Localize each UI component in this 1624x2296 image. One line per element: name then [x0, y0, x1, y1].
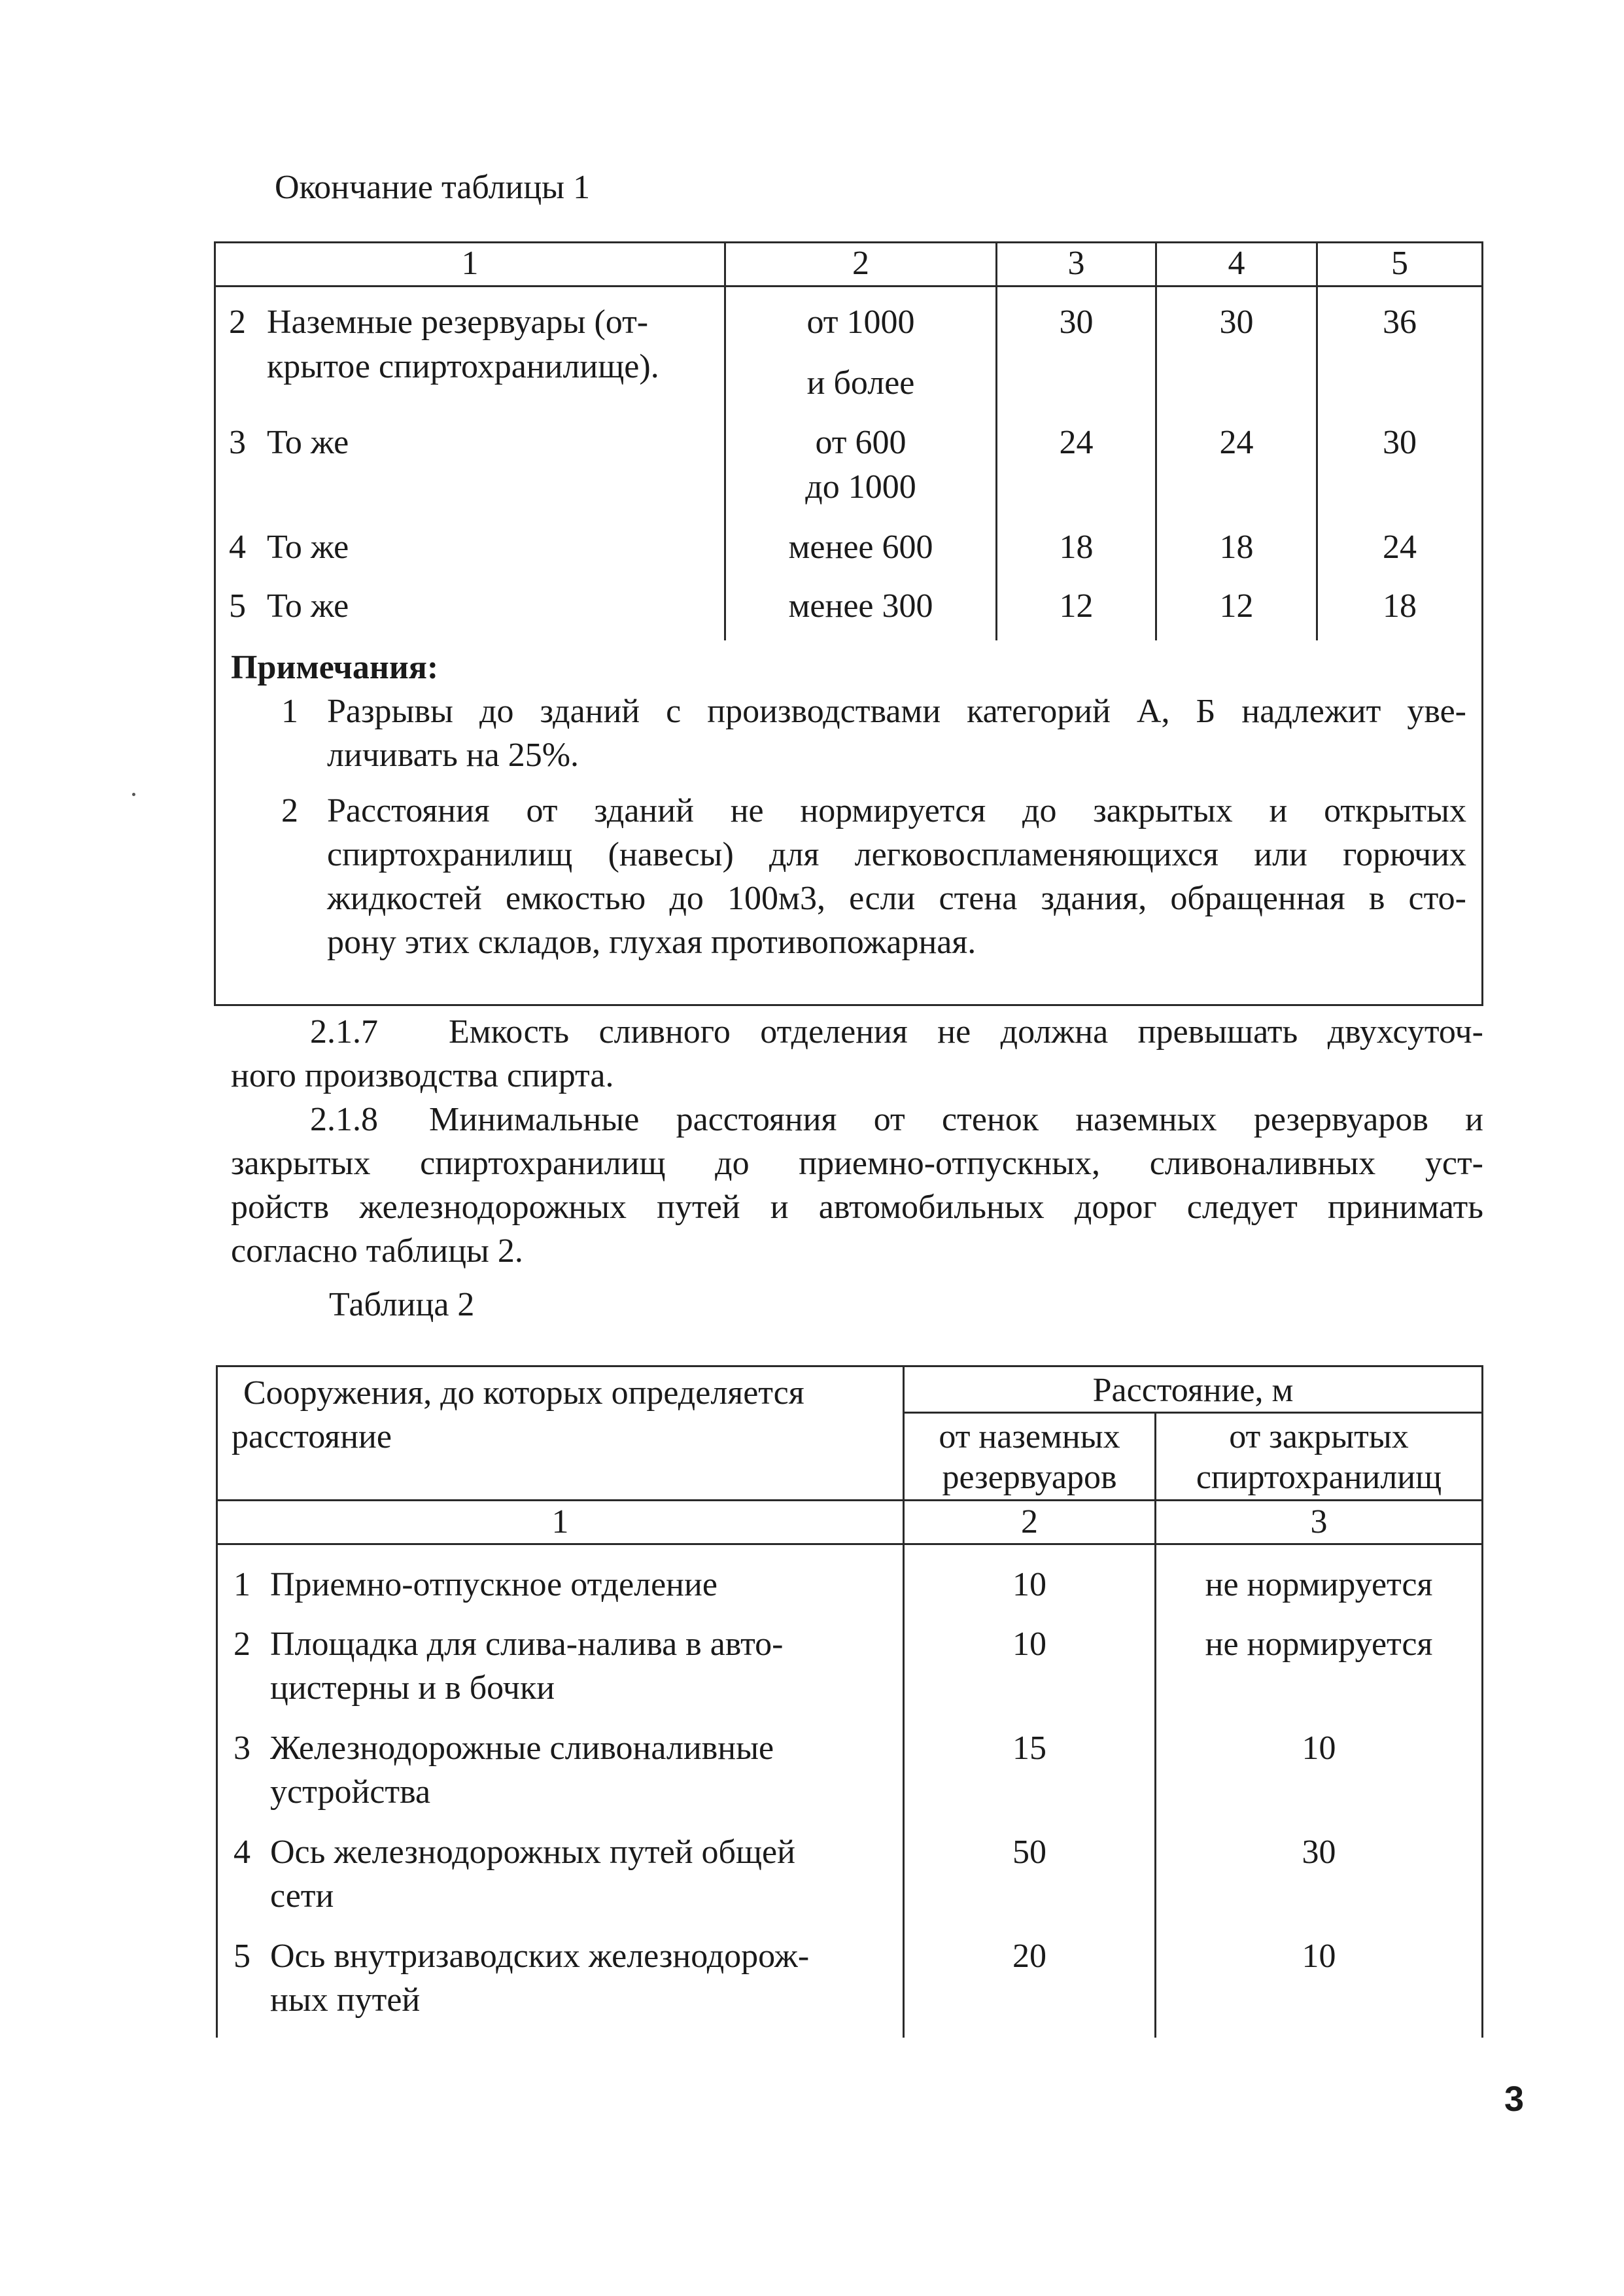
row-value-closed: 10 [1302, 1730, 1336, 1767]
row-number: 3 [229, 424, 246, 461]
note-line: спиртохранилищ (навесы) для легковоспламеняющихся или горючих [327, 836, 1466, 873]
row-name: То же [267, 424, 349, 461]
table2-header-structures: Сооружения, до которых определяется [243, 1374, 804, 1412]
row-number: 4 [229, 529, 246, 566]
table2-numbering-3: 3 [1310, 1503, 1328, 1540]
row-value-3: 30 [1059, 304, 1094, 341]
row-capacity: от 1000 [806, 304, 915, 341]
scan-speck [132, 793, 135, 796]
notes-title: Примечания: [231, 649, 439, 686]
row-name: Площадка для слива-налива в авто- [270, 1626, 784, 1663]
row-name: Железнодорожные сливоналивные [270, 1730, 774, 1767]
note-line: жидкостей емкостью до 100м3, если стена здания, обращенная в сто- [327, 880, 1466, 917]
row-name: Ось внутризаводских железнодорож- [270, 1938, 810, 1975]
row-value-4: 24 [1219, 424, 1254, 461]
row-value-aboveground: 50 [1012, 1834, 1046, 1871]
row-name-cont: устройства [270, 1773, 431, 1811]
row-value-5: 30 [1383, 424, 1417, 461]
row-value-5: 36 [1383, 304, 1417, 341]
row-value-5: 24 [1383, 529, 1417, 566]
row-number: 2 [233, 1626, 251, 1663]
table1-header-2: 2 [852, 245, 869, 282]
paragraph-line: ного производства спирта. [231, 1057, 614, 1094]
paragraph-line: закрытых спиртохранилищ до приемно-отпускных, сливоналивных уст- [231, 1145, 1483, 1182]
row-value-closed: не нормируется [1205, 1626, 1433, 1663]
table1-header-5: 5 [1391, 245, 1408, 282]
row-value-closed: 30 [1302, 1834, 1336, 1871]
table2-header-closed: от закрытых [1229, 1418, 1409, 1455]
note-line: рону этих складов, глухая противопожарная. [327, 924, 976, 961]
row-name-cont: крытое спиртохранилище). [267, 348, 659, 385]
row-name: Наземные резервуары (от- [267, 304, 649, 341]
paragraph-number: 2.1.8 [310, 1101, 378, 1138]
row-capacity: от 600 [815, 424, 907, 461]
table2-header-aboveground: от наземных [939, 1418, 1120, 1455]
row-value-4: 18 [1219, 529, 1254, 566]
row-value-5: 18 [1383, 587, 1417, 625]
row-value-4: 30 [1219, 304, 1254, 341]
row-capacity-cont: до 1000 [805, 468, 916, 506]
row-value-aboveground: 15 [1012, 1730, 1046, 1767]
row-name: То же [267, 529, 349, 566]
row-name: Ось железнодорожных путей общей [270, 1834, 795, 1871]
row-name: Приемно-отпускное отделение [270, 1566, 717, 1603]
row-capacity-cont: и более [806, 364, 915, 402]
paragraph-line: Емкость сливного отделения не должна превышать двухсуточ- [449, 1013, 1483, 1051]
row-name-cont: сети [270, 1877, 334, 1915]
row-number: 5 [229, 587, 246, 625]
row-capacity: менее 300 [788, 587, 933, 625]
row-capacity: менее 600 [788, 529, 933, 566]
row-name: То же [267, 587, 349, 625]
row-value-3: 24 [1059, 424, 1094, 461]
note-line: Разрывы до зданий с производствами категорий А, Б надлежит уве- [327, 693, 1466, 730]
row-value-closed: не нормируется [1205, 1566, 1433, 1603]
table2-header-structures-cont: расстояние [232, 1418, 392, 1455]
table2-numbering-2: 2 [1021, 1503, 1038, 1540]
paragraph-line: согласно таблицы 2. [231, 1232, 523, 1270]
row-number: 4 [233, 1834, 251, 1871]
page-number: 3 [1504, 2079, 1525, 2119]
paragraph-line: Минимальные расстояния от стенок наземных резервуаров и [429, 1101, 1483, 1138]
paragraph-line: ройств железнодорожных путей и автомобильных дорог следует принимать [231, 1189, 1483, 1226]
row-value-aboveground: 10 [1012, 1626, 1046, 1663]
row-name-cont: ных путей [270, 1981, 421, 2019]
row-value-3: 12 [1059, 587, 1094, 625]
row-value-aboveground: 20 [1012, 1938, 1046, 1975]
table2-header-aboveground-cont: резервуаров [942, 1459, 1117, 1496]
note-line: Расстояния от зданий не нормируется до закрытых и открытых [327, 792, 1466, 829]
table2-numbering-1: 1 [551, 1503, 569, 1540]
row-number: 2 [229, 304, 246, 341]
row-name-cont: цистерны и в бочки [270, 1669, 555, 1707]
paragraph-number: 2.1.7 [310, 1013, 378, 1051]
row-value-closed: 10 [1302, 1938, 1336, 1975]
row-value-4: 12 [1219, 587, 1254, 625]
table2-header-distance: Расстояние, м [1092, 1372, 1294, 1409]
row-number: 3 [233, 1730, 251, 1767]
note-number: 2 [281, 792, 298, 829]
row-number: 5 [233, 1938, 251, 1975]
row-value-3: 18 [1059, 529, 1094, 566]
table1-header-4: 4 [1228, 245, 1245, 282]
table2-header-closed-cont: спиртохранилищ [1196, 1459, 1442, 1496]
table1-header-1: 1 [461, 245, 479, 282]
table1-caption: Окончание таблицы 1 [275, 169, 591, 206]
table2-caption: Таблица 2 [329, 1286, 475, 1323]
row-value-aboveground: 10 [1012, 1566, 1046, 1603]
note-line: личивать на 25%. [327, 737, 579, 774]
table1-header-3: 3 [1067, 245, 1085, 282]
row-number: 1 [233, 1566, 251, 1603]
note-number: 1 [281, 693, 298, 730]
